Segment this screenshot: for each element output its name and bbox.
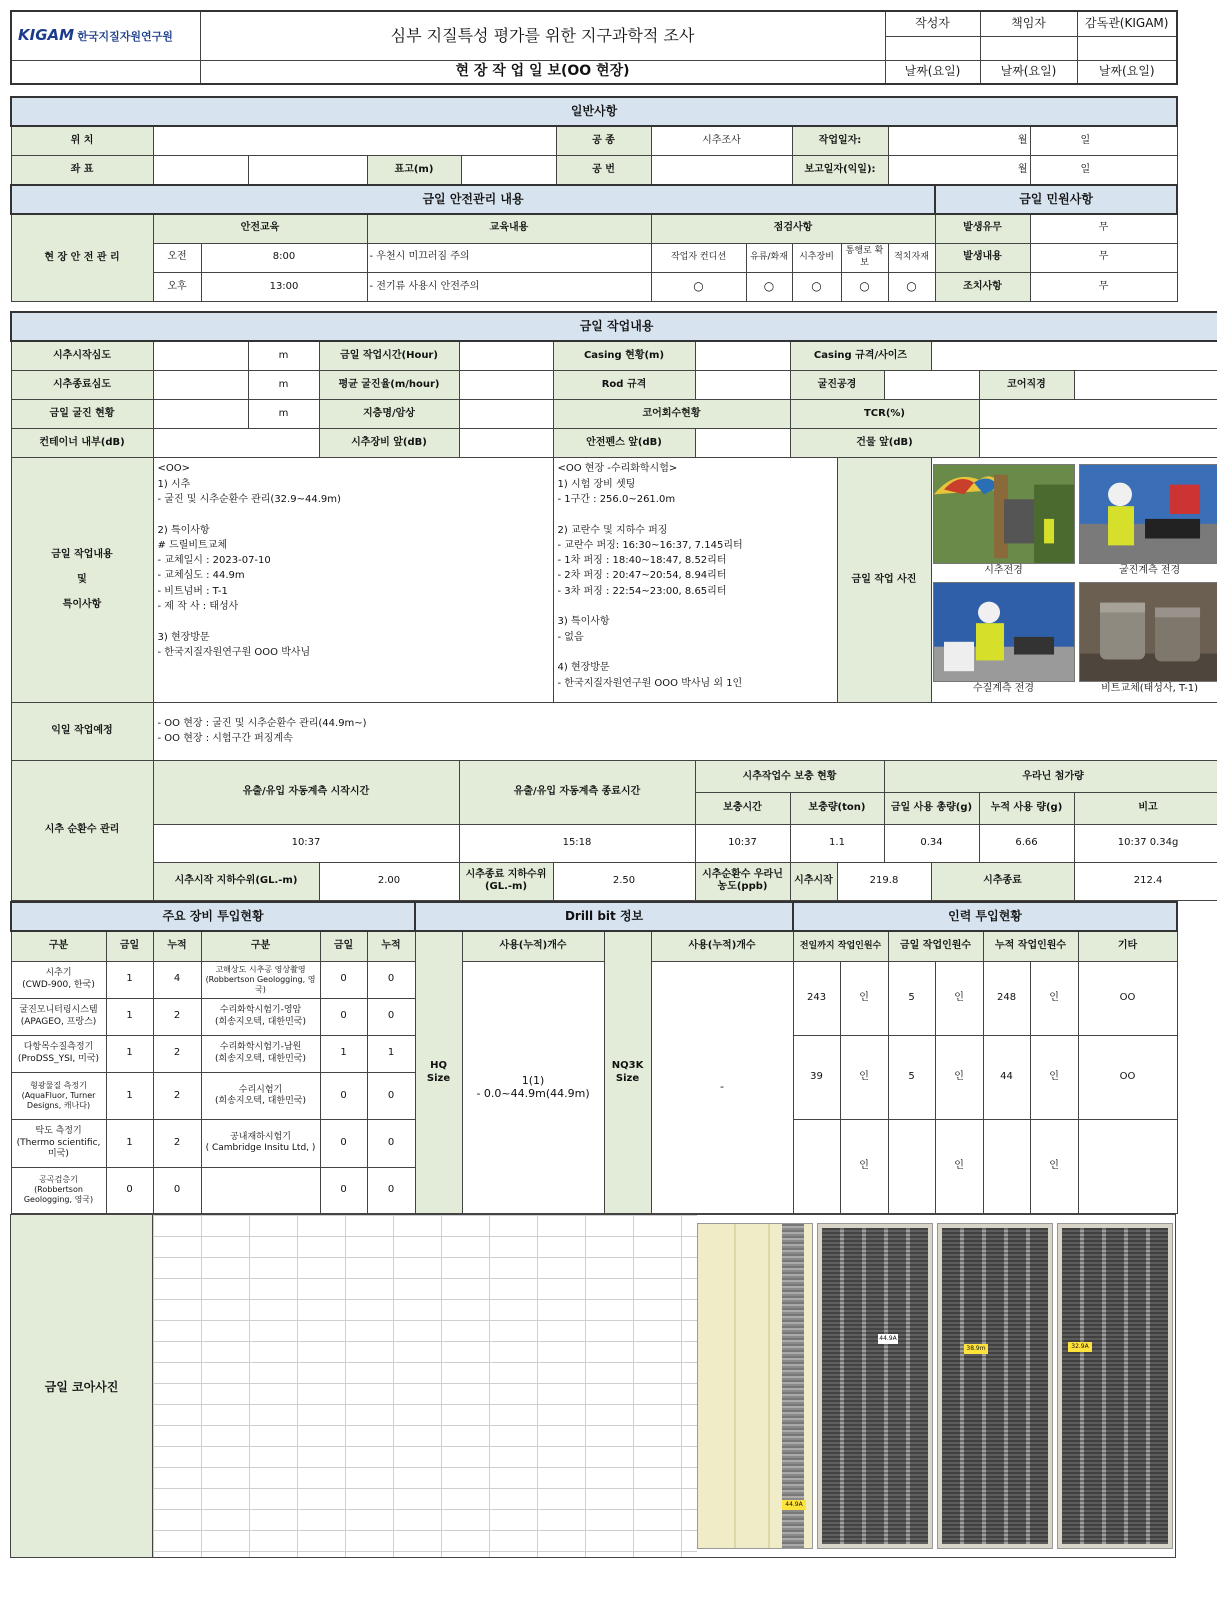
safety-edu-label: 안전교육 bbox=[153, 214, 367, 243]
pm-content[interactable]: - 전기류 사용시 안전주의 bbox=[367, 272, 651, 301]
casing-status-value[interactable] bbox=[695, 341, 790, 370]
safety-section-title: 금일 안전관리 내용 bbox=[11, 185, 935, 214]
mp-today-2[interactable]: 5 bbox=[888, 1035, 935, 1119]
start-depth-value[interactable] bbox=[153, 341, 248, 370]
core-tag-2: 44.9A bbox=[879, 1335, 897, 1342]
equip-row-b-cum[interactable]: 0 bbox=[367, 998, 415, 1035]
general-safety-table bbox=[10, 96, 1178, 302]
drill-method-value[interactable] bbox=[884, 370, 979, 399]
equip-row-b-cum[interactable]: 0 bbox=[367, 1119, 415, 1167]
kigam-logo: KIGAM bbox=[18, 26, 75, 45]
safety-content-label: 교육내용 bbox=[367, 214, 651, 243]
work-section-title: 금일 작업내용 bbox=[11, 312, 1217, 341]
core-tag-3: 38.9m bbox=[964, 1344, 988, 1354]
drill-method-label: 굴진공경 bbox=[790, 370, 884, 399]
work-table bbox=[10, 311, 1217, 901]
inspect-rig: 시추장비 bbox=[792, 243, 841, 272]
coord-x[interactable] bbox=[153, 155, 248, 184]
civil-content-label: 발생내용 bbox=[935, 243, 1030, 272]
equip-row-a-today[interactable]: 1 bbox=[106, 1119, 153, 1167]
fence-db-label: 안전펜스 앞(dB) bbox=[553, 429, 695, 458]
coord-label: 좌 표 bbox=[11, 155, 153, 184]
core-box-1[interactable] bbox=[697, 1223, 813, 1549]
rig-db-value[interactable] bbox=[459, 429, 553, 458]
mp-unit-3c: 인 bbox=[1030, 1119, 1078, 1213]
equip-h-type-a: 구분 bbox=[11, 931, 106, 961]
nq-used-value[interactable]: - bbox=[651, 961, 793, 1213]
logo bbox=[11, 11, 200, 60]
work-day[interactable]: 일 bbox=[1030, 126, 1177, 155]
nq-size-label: NQ3K Size bbox=[604, 931, 651, 1213]
equip-row-b-name: 고해상도 시추공 영상촬영 (Robbertson Geologging, 영국) bbox=[201, 961, 320, 998]
hole-no-value[interactable] bbox=[651, 155, 792, 184]
civil-action-label: 조치사항 bbox=[935, 272, 1030, 301]
equip-row-a-today[interactable]: 1 bbox=[106, 961, 153, 998]
civil-action-value[interactable]: 무 bbox=[1030, 272, 1177, 301]
work-date-label: 작업일자: bbox=[792, 126, 888, 155]
mp-cum-1[interactable]: 248 bbox=[983, 961, 1030, 1035]
building-db-value[interactable] bbox=[979, 429, 1217, 458]
core-tag-4: 32.9A bbox=[1068, 1342, 1092, 1352]
core-photo-label: 금일 코아사진 bbox=[11, 1215, 153, 1557]
mp-today-1[interactable]: 5 bbox=[888, 961, 935, 1035]
civil-content-value[interactable]: 무 bbox=[1030, 243, 1177, 272]
photo-drilling-measure[interactable] bbox=[1079, 464, 1217, 564]
notes-left[interactable]: <OO> 1) 시추 - 굴진 및 시추순환수 관리(32.9~44.9m) 2) 특이사항 # 드릴비트교체 - 교체일시 : 2023-07-10 - 교체심도 : 44.9m - 비트넘버 : T-1 - 제 작 사 : 태성사 3) 현장방문 - 한국지질자원연구원 OOO 박사님 bbox=[153, 458, 553, 702]
equip-row-b-today[interactable]: 0 bbox=[320, 961, 367, 998]
mp-cum-2[interactable]: 44 bbox=[983, 1035, 1030, 1119]
elev-value[interactable] bbox=[461, 155, 556, 184]
gw-end-value[interactable]: 2.50 bbox=[553, 862, 695, 900]
work-hours-label: 금일 작업시간(Hour) bbox=[319, 341, 459, 370]
equip-row-b-cum[interactable]: 0 bbox=[367, 1167, 415, 1213]
mp-etc-2[interactable]: OO bbox=[1078, 1035, 1177, 1119]
equip-row-a-name: 다항목수질측정기 (ProDSS_YSI, 미국) bbox=[11, 1035, 106, 1072]
sign-manager[interactable] bbox=[980, 36, 1077, 60]
equip-h-today-a: 금일 bbox=[106, 931, 153, 961]
mp-unit-3b: 인 bbox=[935, 1119, 983, 1213]
date-manager: 날짜(요일) bbox=[980, 60, 1077, 84]
progress-label: 금일 굴진 현황 bbox=[11, 400, 153, 429]
conc-label: 시추순환수 우라닌 농도(ppb) bbox=[695, 862, 790, 900]
equipment-section-title: 주요 장비 투입현황 bbox=[11, 902, 415, 931]
caption-water-measure: 수질계측 전경 bbox=[972, 683, 1035, 695]
caption-drilling-site: 시추전경 bbox=[984, 565, 1023, 577]
cum-use-value[interactable]: 6.66 bbox=[979, 824, 1074, 862]
inspect-material: 적치자재 bbox=[888, 243, 935, 272]
nq-used-label: 사용(누적)개수 bbox=[651, 931, 793, 961]
stratum-value[interactable] bbox=[459, 400, 553, 429]
coord-y[interactable] bbox=[248, 155, 367, 184]
report-subtitle: 현 장 작 업 일 보(OO 현장) bbox=[200, 60, 885, 84]
equip-h-cum-a: 누적 bbox=[153, 931, 201, 961]
caption-drilling-measure: 굴진계측 전경 bbox=[1119, 565, 1181, 577]
equip-row-a-cum[interactable]: 2 bbox=[153, 1119, 201, 1167]
core-dia-label: 코어직경 bbox=[979, 370, 1074, 399]
equip-row-a-cum[interactable]: 0 bbox=[153, 1167, 201, 1213]
notes-label-line3: 특이사항 bbox=[62, 598, 102, 610]
casing-size-label: Casing 규격/사이즈 bbox=[790, 341, 931, 370]
supply-time-label: 보충시간 bbox=[695, 793, 790, 824]
stratum-label: 지층명/암상 bbox=[319, 400, 459, 429]
core-photo-grid bbox=[153, 1215, 697, 1557]
photo-label: 금일 작업 사진 bbox=[837, 458, 931, 702]
mp-h-cum: 누적 작업인원수 bbox=[983, 931, 1078, 961]
mp-unit-2a: 인 bbox=[840, 1035, 888, 1119]
core-photo-section bbox=[10, 1214, 1176, 1558]
next-plan-value[interactable]: - OO 현장 : 굴진 및 시추순환수 관리(44.9m~) - OO 현장 : 시험구간 퍼징계속 bbox=[153, 702, 1217, 760]
role-supervisor: 감독관(KIGAM) bbox=[1077, 11, 1177, 36]
report-date-label: 보고일자(익일): bbox=[792, 155, 888, 184]
building-db-label: 건물 앞(dB) bbox=[790, 429, 979, 458]
photo-drilling-site[interactable] bbox=[933, 464, 1075, 564]
equip-h-today-b: 금일 bbox=[320, 931, 367, 961]
end-depth-value[interactable] bbox=[153, 370, 248, 399]
drillbit-section-title: Drill bit 정보 bbox=[415, 902, 793, 931]
pm-time[interactable]: 13:00 bbox=[201, 272, 367, 301]
equip-row-a-name: 굴진모니터링시스템 (APAGEO, 프랑스) bbox=[11, 998, 106, 1035]
core-box-4[interactable] bbox=[1057, 1223, 1173, 1549]
civil-section-title: 금일 민원사항 bbox=[935, 185, 1177, 214]
casing-size-value[interactable] bbox=[931, 341, 1217, 370]
check-rig[interactable]: ○ bbox=[792, 272, 841, 301]
mp-etc-3[interactable] bbox=[1078, 1119, 1177, 1213]
equip-row-b-cum[interactable]: 0 bbox=[367, 1072, 415, 1119]
equip-row-a-cum[interactable]: 2 bbox=[153, 1035, 201, 1072]
cum-use-label: 누적 사용 량(g) bbox=[979, 793, 1074, 824]
remark-label: 비고 bbox=[1074, 793, 1217, 824]
report-title: 심부 지질특성 평가를 위한 지구과학적 조사 bbox=[200, 11, 885, 60]
supply-amount-label: 보충량(ton) bbox=[790, 793, 884, 824]
location-value[interactable] bbox=[153, 126, 556, 155]
report-month[interactable]: 월 bbox=[888, 155, 1030, 184]
am-label: 오전 bbox=[153, 243, 201, 272]
mp-h-etc: 기타 bbox=[1078, 931, 1177, 961]
am-content[interactable]: - 우천시 미끄러짐 주의 bbox=[367, 243, 651, 272]
equip-row-a-name: 시추기 (CWD-900, 한국) bbox=[11, 961, 106, 998]
next-plan-label: 익일 작업예정 bbox=[11, 702, 153, 760]
core-box-2[interactable] bbox=[817, 1223, 933, 1549]
core-dia-value[interactable] bbox=[1074, 370, 1217, 399]
equip-h-type-b: 구분 bbox=[201, 931, 320, 961]
pm-label: 오후 bbox=[153, 272, 201, 301]
supply-amount-value[interactable]: 1.1 bbox=[790, 824, 884, 862]
mp-unit-1a: 인 bbox=[840, 961, 888, 1035]
supply-label: 시추작업수 보충 현황 bbox=[695, 761, 884, 793]
civil-occur-value[interactable]: 무 bbox=[1030, 214, 1177, 243]
work-hours-value[interactable] bbox=[459, 341, 553, 370]
gw-end-label: 시추종료 지하수위(GL.-m) bbox=[459, 862, 553, 900]
photo-water-measure[interactable] bbox=[933, 582, 1075, 682]
header-table bbox=[10, 10, 1178, 85]
work-type-value[interactable]: 시추조사 bbox=[651, 126, 792, 155]
mp-today-3[interactable] bbox=[888, 1119, 935, 1213]
safety-inspect-label: 점검사항 bbox=[651, 214, 935, 243]
notes-right[interactable]: <OO 현장 -수리화학시험> 1) 시험 장비 셋팅 - 1구간 : 256.0~261.0m 2) 교란수 및 지하수 퍼징 - 교란수 퍼징: 16:30~16:37, 7.145리터 - 1차 퍼징 : 18:40~18:47, 8.52리터 - 2차 퍼징 : 20:47~20:54, 8.94리터 - 3차 퍼징 : 22:54~23:00, 8.65리터 3) 특이사항 - 없음 4) 현장방문 - 한국지질자원연구원 OOO 박사님 외 1인 bbox=[553, 458, 837, 702]
core-recovery-label: 코어회수현황 bbox=[553, 400, 790, 429]
auto-start-value[interactable]: 10:37 bbox=[153, 824, 459, 862]
check-worker[interactable]: ○ bbox=[651, 272, 746, 301]
equip-row-b-name: 수리화학시험기-영암 (희송지오텍, 대한민국) bbox=[201, 998, 320, 1035]
equip-row-a-cum[interactable]: 2 bbox=[153, 1072, 201, 1119]
elev-label: 표고(m) bbox=[367, 155, 461, 184]
fence-db-value[interactable] bbox=[695, 429, 790, 458]
equip-row-b-cum[interactable]: 1 bbox=[367, 1035, 415, 1072]
work-type-label: 공 종 bbox=[556, 126, 651, 155]
am-time[interactable]: 8:00 bbox=[201, 243, 367, 272]
container-db-label: 컨테이너 내부(dB) bbox=[11, 429, 153, 458]
auto-end-value[interactable]: 15:18 bbox=[459, 824, 695, 862]
uranine-label: 우라닌 첨가량 bbox=[884, 761, 1217, 793]
container-db-value[interactable] bbox=[153, 429, 319, 458]
equip-row-b-name: 수리화학시험기-남원 (희송지오텍, 대한민국) bbox=[201, 1035, 320, 1072]
notes-label-line2: 및 bbox=[77, 573, 87, 585]
core-box-3[interactable] bbox=[937, 1223, 1053, 1549]
gw-start-value[interactable]: 2.00 bbox=[319, 862, 459, 900]
progress-value[interactable] bbox=[153, 400, 248, 429]
circulation-label: 시추 순환수 관리 bbox=[11, 761, 153, 901]
remark-value[interactable]: 10:37 0.34g bbox=[1074, 824, 1217, 862]
sign-supervisor[interactable] bbox=[1077, 36, 1177, 60]
check-path[interactable]: ○ bbox=[841, 272, 888, 301]
photo-grid bbox=[931, 458, 1217, 702]
equip-row-a-cum[interactable]: 2 bbox=[153, 998, 201, 1035]
mp-h-prev: 전일까지 작업인원수 bbox=[793, 931, 888, 961]
date-supervisor: 날짜(요일) bbox=[1077, 60, 1177, 84]
inspect-path: 통행로 확보 bbox=[841, 243, 888, 272]
resources-table bbox=[10, 901, 1178, 1214]
tcr-label: TCR(%) bbox=[790, 400, 979, 429]
progress-unit: m bbox=[248, 400, 319, 429]
rod-spec-label: Rod 규격 bbox=[553, 370, 695, 399]
hq-used-label: 사용(누적)개수 bbox=[462, 931, 604, 961]
equip-row-b-name bbox=[201, 1167, 320, 1213]
gw-start-label: 시추시작 지하수위(GL.-m) bbox=[153, 862, 319, 900]
supply-time-value[interactable]: 10:37 bbox=[695, 824, 790, 862]
notes-label bbox=[11, 458, 153, 702]
equip-row-a-today[interactable]: 1 bbox=[106, 1072, 153, 1119]
hq-used-value[interactable]: 1(1) - 0.0~44.9m(44.9m) bbox=[462, 961, 604, 1213]
conc-start-value[interactable]: 219.8 bbox=[837, 862, 931, 900]
equip-row-a-today[interactable]: 1 bbox=[106, 1035, 153, 1072]
hole-no-label: 공 번 bbox=[556, 155, 651, 184]
caption-bit-change: 비트교체(태성사, T-1) bbox=[1101, 683, 1199, 695]
mp-h-today: 금일 작업인원수 bbox=[888, 931, 983, 961]
work-month[interactable]: 월 bbox=[888, 126, 1030, 155]
avg-rate-label: 평균 굴진율(m/hour) bbox=[319, 370, 459, 399]
safety-row-label: 현 장 안 전 관 리 bbox=[11, 214, 153, 302]
mp-etc-1[interactable]: OO bbox=[1078, 961, 1177, 1035]
mp-prev-1[interactable]: 243 bbox=[793, 961, 840, 1035]
photo-bit-change[interactable] bbox=[1079, 582, 1217, 682]
auto-end-label: 유출/유입 자동계측 종료시간 bbox=[459, 761, 695, 824]
mp-prev-2[interactable]: 39 bbox=[793, 1035, 840, 1119]
conc-end-label: 시추종료 bbox=[931, 862, 1074, 900]
inspect-fuel: 유류/화재 bbox=[746, 243, 792, 272]
mp-prev-3[interactable] bbox=[793, 1119, 840, 1213]
equip-row-b-today[interactable]: 0 bbox=[320, 1167, 367, 1213]
equip-row-b-today[interactable]: 1 bbox=[320, 1035, 367, 1072]
inspect-worker: 작업자 컨디션 bbox=[651, 243, 746, 272]
equip-row-b-today[interactable]: 0 bbox=[320, 1072, 367, 1119]
equip-row-b-today[interactable]: 0 bbox=[320, 1119, 367, 1167]
mp-unit-1c: 인 bbox=[1030, 961, 1078, 1035]
conc-end-value[interactable]: 212.4 bbox=[1074, 862, 1217, 900]
core-tag-1: 44.9A bbox=[782, 1500, 806, 1510]
check-material[interactable]: ○ bbox=[888, 272, 935, 301]
casing-status-label: Casing 현황(m) bbox=[553, 341, 695, 370]
equip-row-a-name: 형광물질 측정기 (AquaFluor, Turner Designs, 캐나다) bbox=[11, 1072, 106, 1119]
mp-unit-3a: 인 bbox=[840, 1119, 888, 1213]
start-depth-unit: m bbox=[248, 341, 319, 370]
report-day[interactable]: 일 bbox=[1030, 155, 1177, 184]
location-label: 위 치 bbox=[11, 126, 153, 155]
equip-row-b-today[interactable]: 0 bbox=[320, 998, 367, 1035]
rod-spec-value[interactable] bbox=[695, 370, 790, 399]
end-depth-label: 시추종료심도 bbox=[11, 370, 153, 399]
sign-author[interactable] bbox=[885, 36, 980, 60]
conc-start-label: 시추시작 bbox=[790, 862, 837, 900]
role-manager: 책임자 bbox=[980, 11, 1077, 36]
equip-row-b-cum[interactable]: 0 bbox=[367, 961, 415, 998]
mp-unit-2c: 인 bbox=[1030, 1035, 1078, 1119]
start-depth-label: 시추시작심도 bbox=[11, 341, 153, 370]
today-use-value[interactable]: 0.34 bbox=[884, 824, 979, 862]
mp-unit-1b: 인 bbox=[935, 961, 983, 1035]
hq-size-label: HQ Size bbox=[415, 931, 462, 1213]
civil-occur-label: 발생유무 bbox=[935, 214, 1030, 243]
check-fuel[interactable]: ○ bbox=[746, 272, 792, 301]
equip-row-a-name: 공곡검층기 (Robbertson Geologging, 영국) bbox=[11, 1167, 106, 1213]
general-section-title: 일반사항 bbox=[11, 97, 1177, 126]
date-author: 날짜(요일) bbox=[885, 60, 980, 84]
avg-rate-value[interactable] bbox=[459, 370, 553, 399]
equip-row-a-name: 탁도 측정기 (Thermo scientific, 미국) bbox=[11, 1119, 106, 1167]
mp-cum-3[interactable] bbox=[983, 1119, 1030, 1213]
notes-label-line1: 금일 작업내용 bbox=[51, 548, 113, 560]
end-depth-unit: m bbox=[248, 370, 319, 399]
equip-row-a-today[interactable]: 0 bbox=[106, 1167, 153, 1213]
equip-h-cum-b: 누적 bbox=[367, 931, 415, 961]
equip-row-b-name: 공내재하시험기 ( Cambridge Insitu Ltd, ) bbox=[201, 1119, 320, 1167]
mp-unit-2b: 인 bbox=[935, 1035, 983, 1119]
core-photos bbox=[697, 1223, 1173, 1549]
role-author: 작성자 bbox=[885, 11, 980, 36]
auto-start-label: 유출/유입 자동계측 시작시간 bbox=[153, 761, 459, 824]
org-name: 한국지질자원연구원 bbox=[77, 30, 173, 44]
today-use-label: 금일 사용 총량(g) bbox=[884, 793, 979, 824]
equip-row-a-today[interactable]: 1 bbox=[106, 998, 153, 1035]
tcr-value[interactable] bbox=[979, 400, 1217, 429]
manpower-section-title: 인력 투입현황 bbox=[793, 902, 1177, 931]
equip-row-a-cum[interactable]: 4 bbox=[153, 961, 201, 998]
rig-db-label: 시추장비 앞(dB) bbox=[319, 429, 459, 458]
equip-row-b-name: 수리시험기 (희송지오텍, 대한민국) bbox=[201, 1072, 320, 1119]
